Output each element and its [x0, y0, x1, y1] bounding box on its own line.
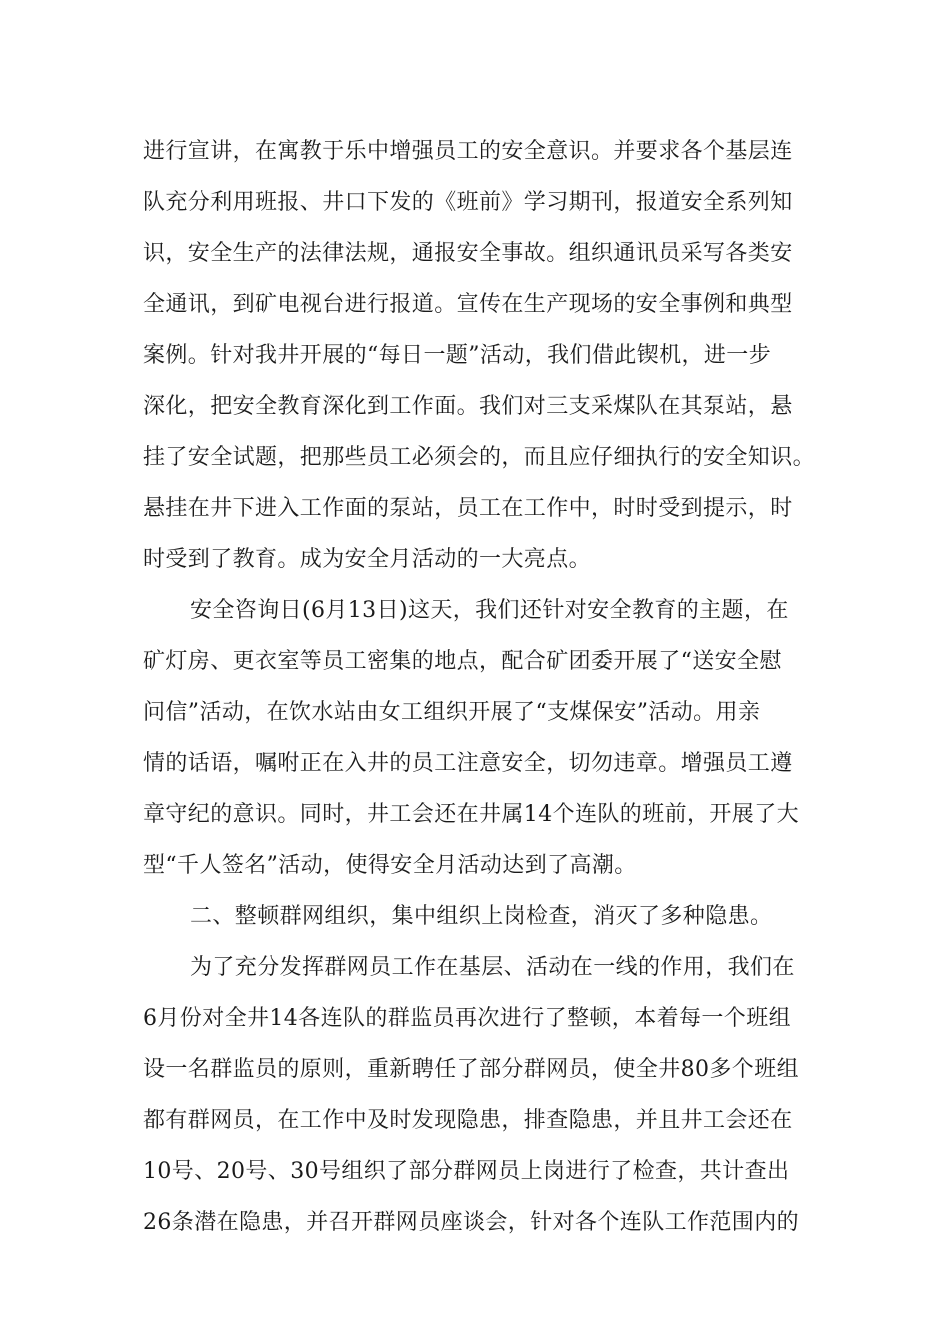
text-line: 进行宣讲，在寓教于乐中增强员工的安全意识。并要求各个基层连 [143, 139, 793, 164]
text-line: 悬挂在井下进入工作面的泵站，员工在工作中，时时受到提示，时 [143, 496, 793, 521]
text-line: 挂了安全试题，把那些员工必须会的，而且应仔细执行的安全知识。 [143, 445, 816, 470]
text-line: 都有群网员，在工作中及时发现隐患，排查隐患，并且井工会还在 [143, 1108, 793, 1133]
paragraph-start-line: 为了充分发挥群网员工作在基层、活动在一线的作用，我们在 [190, 955, 795, 980]
text-line: 案例。针对我井开展的“每日一题”活动，我们借此锲机，进一步 [143, 343, 772, 368]
text-line: 10号、20号、30号组织了部分群网员上岗进行了检查，共计查出 [143, 1159, 790, 1184]
text-line: 矿灯房、更衣室等员工密集的地点，配合矿团委开展了“送安全慰 [143, 649, 782, 674]
text-line: 设一名群监员的原则，重新聘任了部分群网员，使全井80多个班组 [143, 1057, 799, 1082]
paragraph-start-line: 安全咨询日(6月13日)这天，我们还针对安全教育的主题，在 [190, 598, 789, 623]
text-line: 章守纪的意识。同时，井工会还在井属14个连队的班前，开展了大 [143, 802, 799, 827]
text-line: 型“千人签名”活动，使得安全月活动达到了高潮。 [143, 853, 637, 878]
text-line: 问信”活动，在饮水站由女工组织开展了“支煤保安”活动。用亲 [143, 700, 761, 725]
section-heading: 二、整顿群网组织，集中组织上岗检查，消灭了多种隐患。 [190, 904, 773, 929]
text-line: 情的话语，嘱咐正在入井的员工注意安全，切勿违章。增强员工遵 [143, 751, 793, 776]
text-line: 全通讯，到矿电视台进行报道。宣传在生产现场的安全事例和典型 [143, 292, 793, 317]
text-line: 时受到了教育。成为安全月活动的一大亮点。 [143, 547, 592, 572]
text-line: 深化，把安全教育深化到工作面。我们对三支采煤队在其泵站，悬 [143, 394, 793, 419]
text-line: 26条潜在隐患，并召开群网员座谈会，针对各个连队工作范围内的 [143, 1210, 799, 1235]
text-line: 6月份对全井14各连队的群监员再次进行了整顿，本着每一个班组 [143, 1006, 791, 1031]
text-line: 识，安全生产的法律法规，通报安全事故。组织通讯员采写各类安 [143, 241, 793, 266]
text-line: 队充分利用班报、井口下发的《班前》学习期刊，报道安全系列知 [143, 190, 793, 215]
